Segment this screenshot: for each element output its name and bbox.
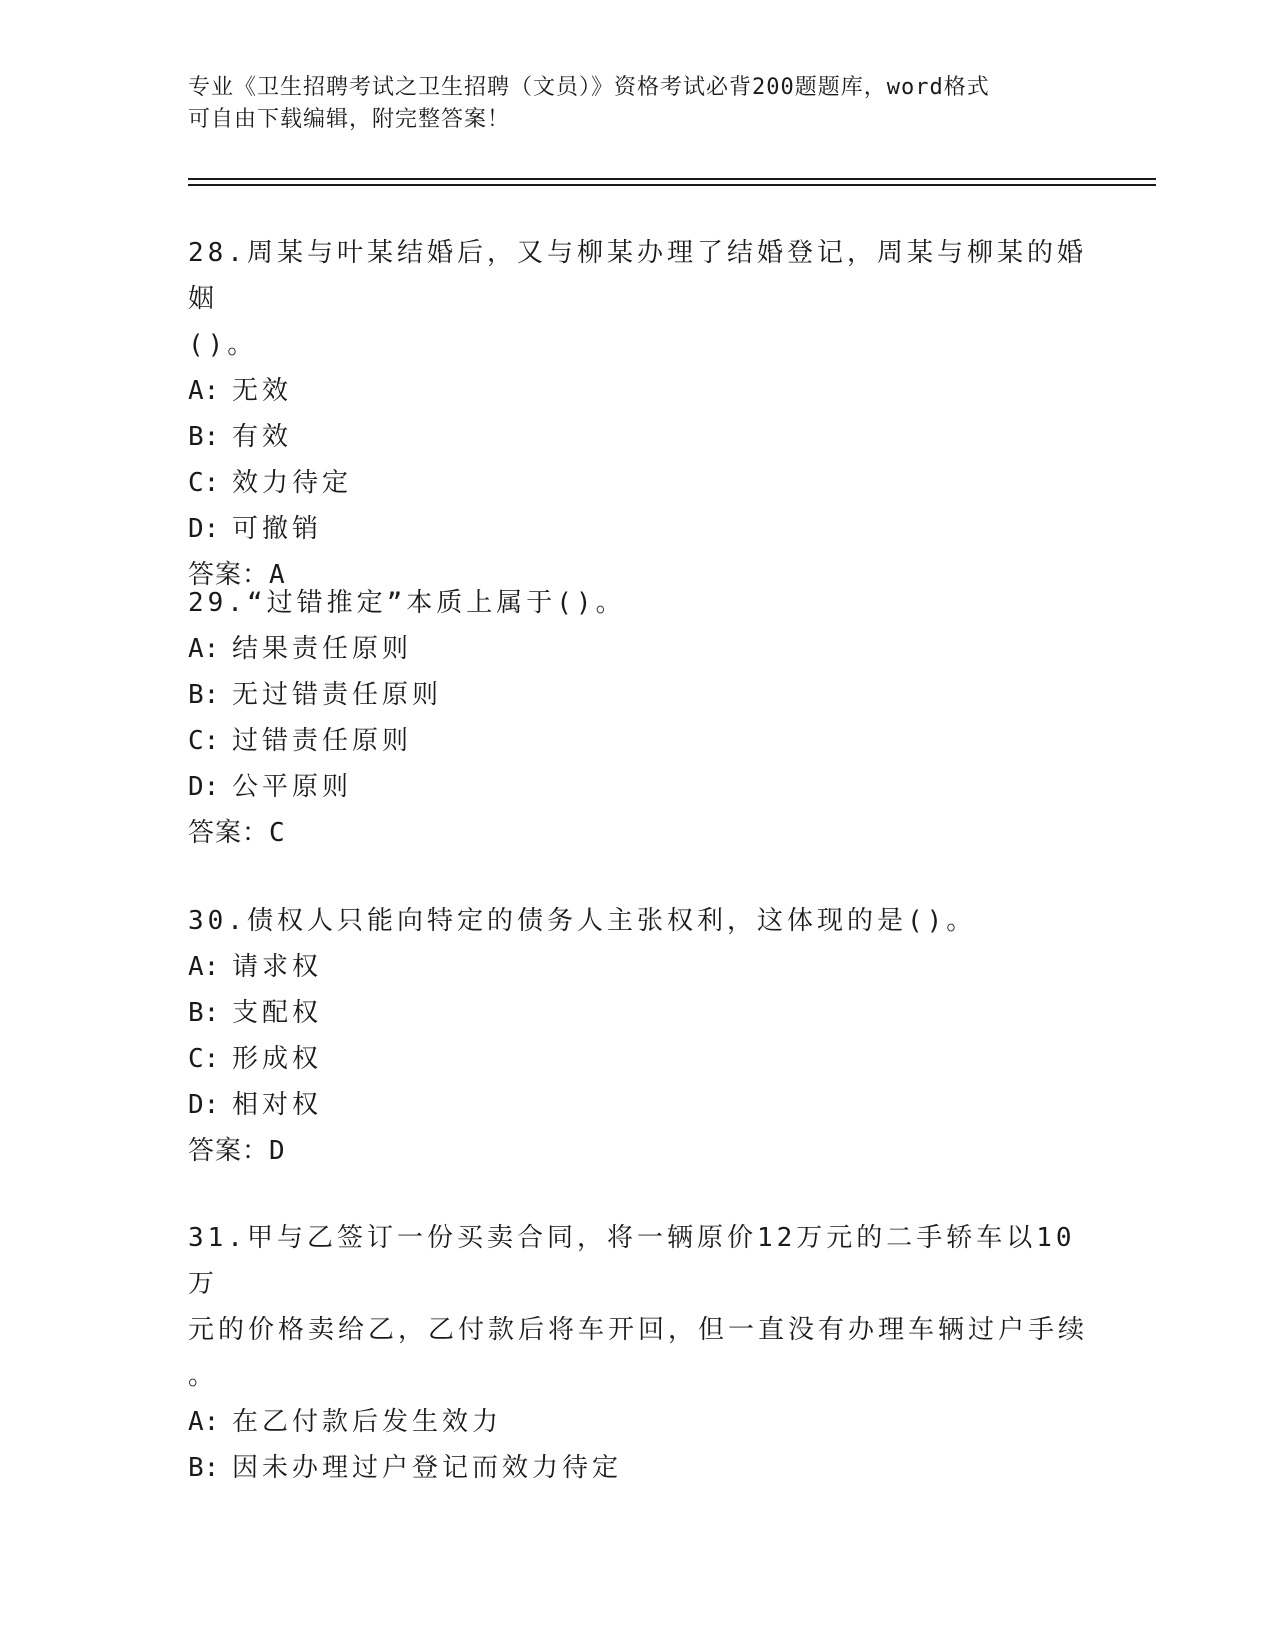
option-text: 支配权 bbox=[232, 998, 323, 1028]
option-text: 结果责任原则 bbox=[232, 634, 413, 664]
option-d bbox=[188, 764, 1088, 810]
question-stem bbox=[188, 1215, 1088, 1399]
option-letter: B: bbox=[188, 422, 220, 452]
answer-label: 答案： bbox=[188, 818, 270, 848]
answer-value: A bbox=[269, 560, 286, 590]
option-letter: D: bbox=[188, 772, 220, 802]
option-text: 效力待定 bbox=[232, 468, 353, 498]
header-line-1: 专业《卫生招聘考试之卫生招聘（文员）》资格考试必背200题题库，word格式 bbox=[188, 75, 990, 100]
option-d bbox=[188, 1082, 1088, 1128]
option-text: 相对权 bbox=[232, 1090, 323, 1120]
option-letter: B: bbox=[188, 1453, 220, 1483]
option-letter: A: bbox=[188, 376, 220, 406]
option-letter: C: bbox=[188, 468, 220, 498]
option-c bbox=[188, 718, 1088, 764]
option-letter: D: bbox=[188, 1090, 220, 1120]
question-31 bbox=[188, 1215, 1088, 1491]
question-stem-line: 元的价格卖给乙，乙付款后将车开回，但一直没有办理车辆过户手续 bbox=[188, 1315, 1089, 1345]
option-text: 因未办理过户登记而效力待定 bbox=[232, 1453, 623, 1483]
option-text: 过错责任原则 bbox=[232, 726, 413, 756]
question-stem-line: ()。 bbox=[188, 330, 258, 360]
question-stem bbox=[188, 580, 1088, 626]
option-letter: B: bbox=[188, 998, 220, 1028]
option-a bbox=[188, 368, 1088, 414]
option-text: 请求权 bbox=[232, 952, 323, 982]
option-b bbox=[188, 672, 1088, 718]
header-line-2: 可自由下载编辑，附完整答案！ bbox=[188, 107, 511, 132]
option-text: 无效 bbox=[232, 376, 293, 406]
question-30 bbox=[188, 898, 1088, 1174]
option-letter: A: bbox=[188, 634, 220, 664]
option-text: 在乙付款后发生效力 bbox=[232, 1407, 503, 1437]
option-letter: A: bbox=[188, 952, 220, 982]
option-text: 有效 bbox=[232, 422, 293, 452]
option-b bbox=[188, 1445, 1088, 1491]
option-a bbox=[188, 626, 1088, 672]
option-letter: C: bbox=[188, 726, 220, 756]
option-text: 可撤销 bbox=[232, 514, 323, 544]
header-divider-top bbox=[188, 178, 1156, 180]
header-divider-bottom bbox=[188, 184, 1156, 186]
question-stem-line: 29.“过错推定”本质上属于()。 bbox=[188, 588, 626, 618]
option-b bbox=[188, 414, 1088, 460]
option-a bbox=[188, 1399, 1088, 1445]
question-stem bbox=[188, 898, 1088, 944]
question-stem bbox=[188, 230, 1088, 368]
option-letter: B: bbox=[188, 680, 220, 710]
answer-value: D bbox=[269, 1136, 286, 1166]
question-stem-line: 31.甲与乙签订一份买卖合同，将一辆原价12万元的二手轿车以10万 bbox=[188, 1223, 1076, 1299]
option-letter: C: bbox=[188, 1044, 220, 1074]
option-d bbox=[188, 506, 1088, 552]
answer-line bbox=[188, 1128, 1088, 1174]
option-text: 形成权 bbox=[232, 1044, 323, 1074]
question-stem-line: 。 bbox=[188, 1361, 219, 1391]
option-c bbox=[188, 460, 1088, 506]
question-stem-line: 30.债权人只能向特定的债务人主张权利，这体现的是()。 bbox=[188, 906, 977, 936]
question-29 bbox=[188, 580, 1088, 856]
answer-value: C bbox=[269, 818, 286, 848]
option-letter: A: bbox=[188, 1407, 220, 1437]
document-header bbox=[188, 72, 1088, 136]
answer-line bbox=[188, 810, 1088, 856]
answer-label: 答案： bbox=[188, 1136, 270, 1166]
option-letter: D: bbox=[188, 514, 220, 544]
option-text: 无过错责任原则 bbox=[232, 680, 443, 710]
option-c bbox=[188, 1036, 1088, 1082]
question-28 bbox=[188, 230, 1088, 598]
question-stem-line: 28.周某与叶某结婚后，又与柳某办理了结婚登记，周某与柳某的婚姻 bbox=[188, 238, 1087, 314]
option-a bbox=[188, 944, 1088, 990]
option-b bbox=[188, 990, 1088, 1036]
option-text: 公平原则 bbox=[232, 772, 353, 802]
answer-label: 答案： bbox=[188, 560, 270, 590]
